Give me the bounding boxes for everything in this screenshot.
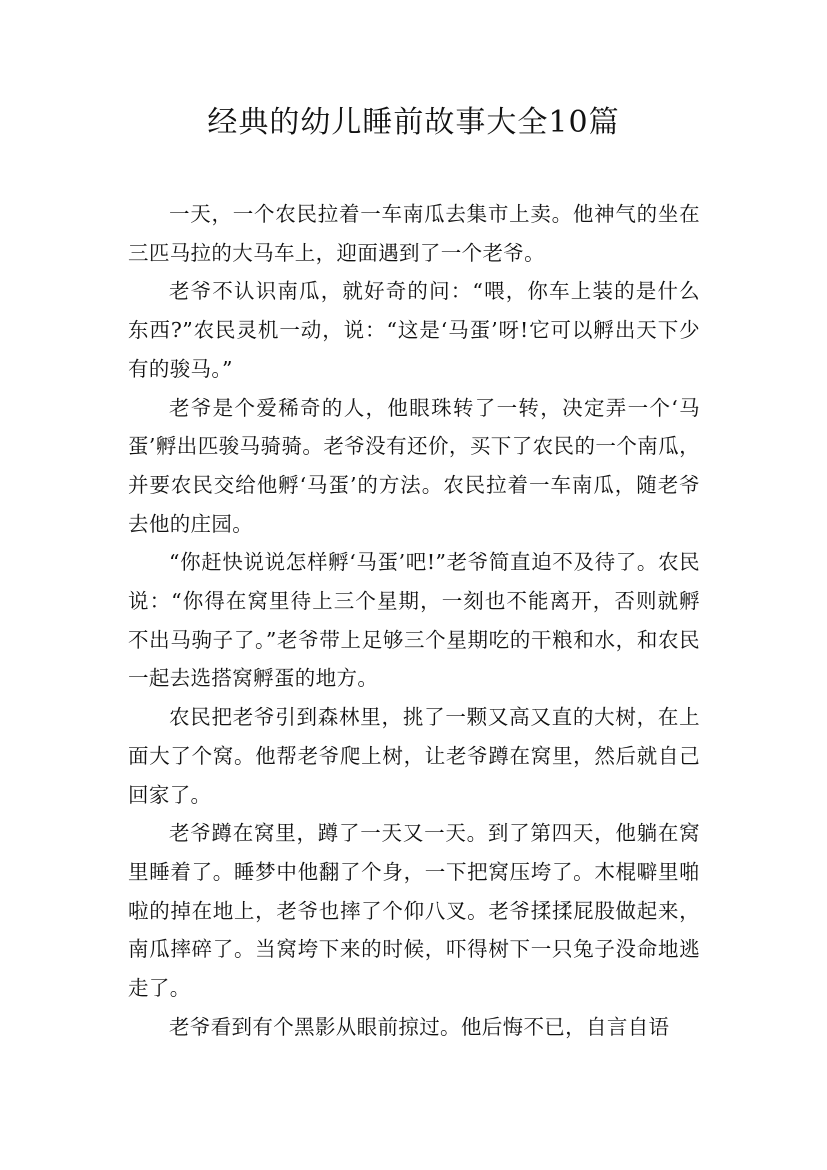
story-paragraph-3: 老爷是个爱稀奇的人，他眼珠转了一转，决定弄一个‘马蛋’孵出匹骏马骑骑。老爷没有还价，买下了农民的一个南瓜，并要农民交给他孵‘马蛋’的方法。农民拉着一车南瓜，随老爷去他的庄园。 (128, 395, 700, 536)
story-paragraph-4: “你赶快说说怎样孵‘马蛋’吧!”老爷简直迫不及待了。农民说：“你得在窝里待上三个星期，一刻也不能离开，否则就孵不出马驹子了。”老爷带上足够三个星期吃的干粮和水，和农民一起去选搭窝孵蛋的地方。 (128, 550, 700, 691)
story-paragraph-2: 老爷不认识南瓜，就好奇的问：“喂，你车上装的是什么东西?”农民灵机一动，说：“这是‘马蛋’呀!它可以孵出天下少有的骏马。” (128, 279, 700, 381)
story-body (128, 195, 700, 1046)
page-title: 经典的幼儿睡前故事大全10篇 (207, 105, 620, 140)
story-paragraph-5: 农民把老爷引到森林里，挑了一颗又高又直的大树，在上面大了个窝。他帮老爷爬上树，让老爷蹲在窝里，然后就自己回家了。 (128, 705, 700, 807)
story-paragraph-6: 老爷蹲在窝里，蹲了一天又一天。到了第四天，他躺在窝里睡着了。睡梦中他翻了个身，一下把窝压垮了。木棍噼里啪啦的掉在地上，老爷也摔了个仰八叉。老爷揉揉屁股做起来，南瓜摔碎了。当窝垮下来的时候，吓得树下一只兔子没命地逃走了。 (128, 821, 700, 1001)
story-paragraph-1: 一天，一个农民拉着一车南瓜去集市上卖。他神气的坐在三匹马拉的大马车上，迎面遇到了一个老爷。 (128, 202, 700, 265)
story-paragraph-7: 老爷看到有个黑影从眼前掠过。他后悔不已，自言自语 (169, 1014, 670, 1039)
